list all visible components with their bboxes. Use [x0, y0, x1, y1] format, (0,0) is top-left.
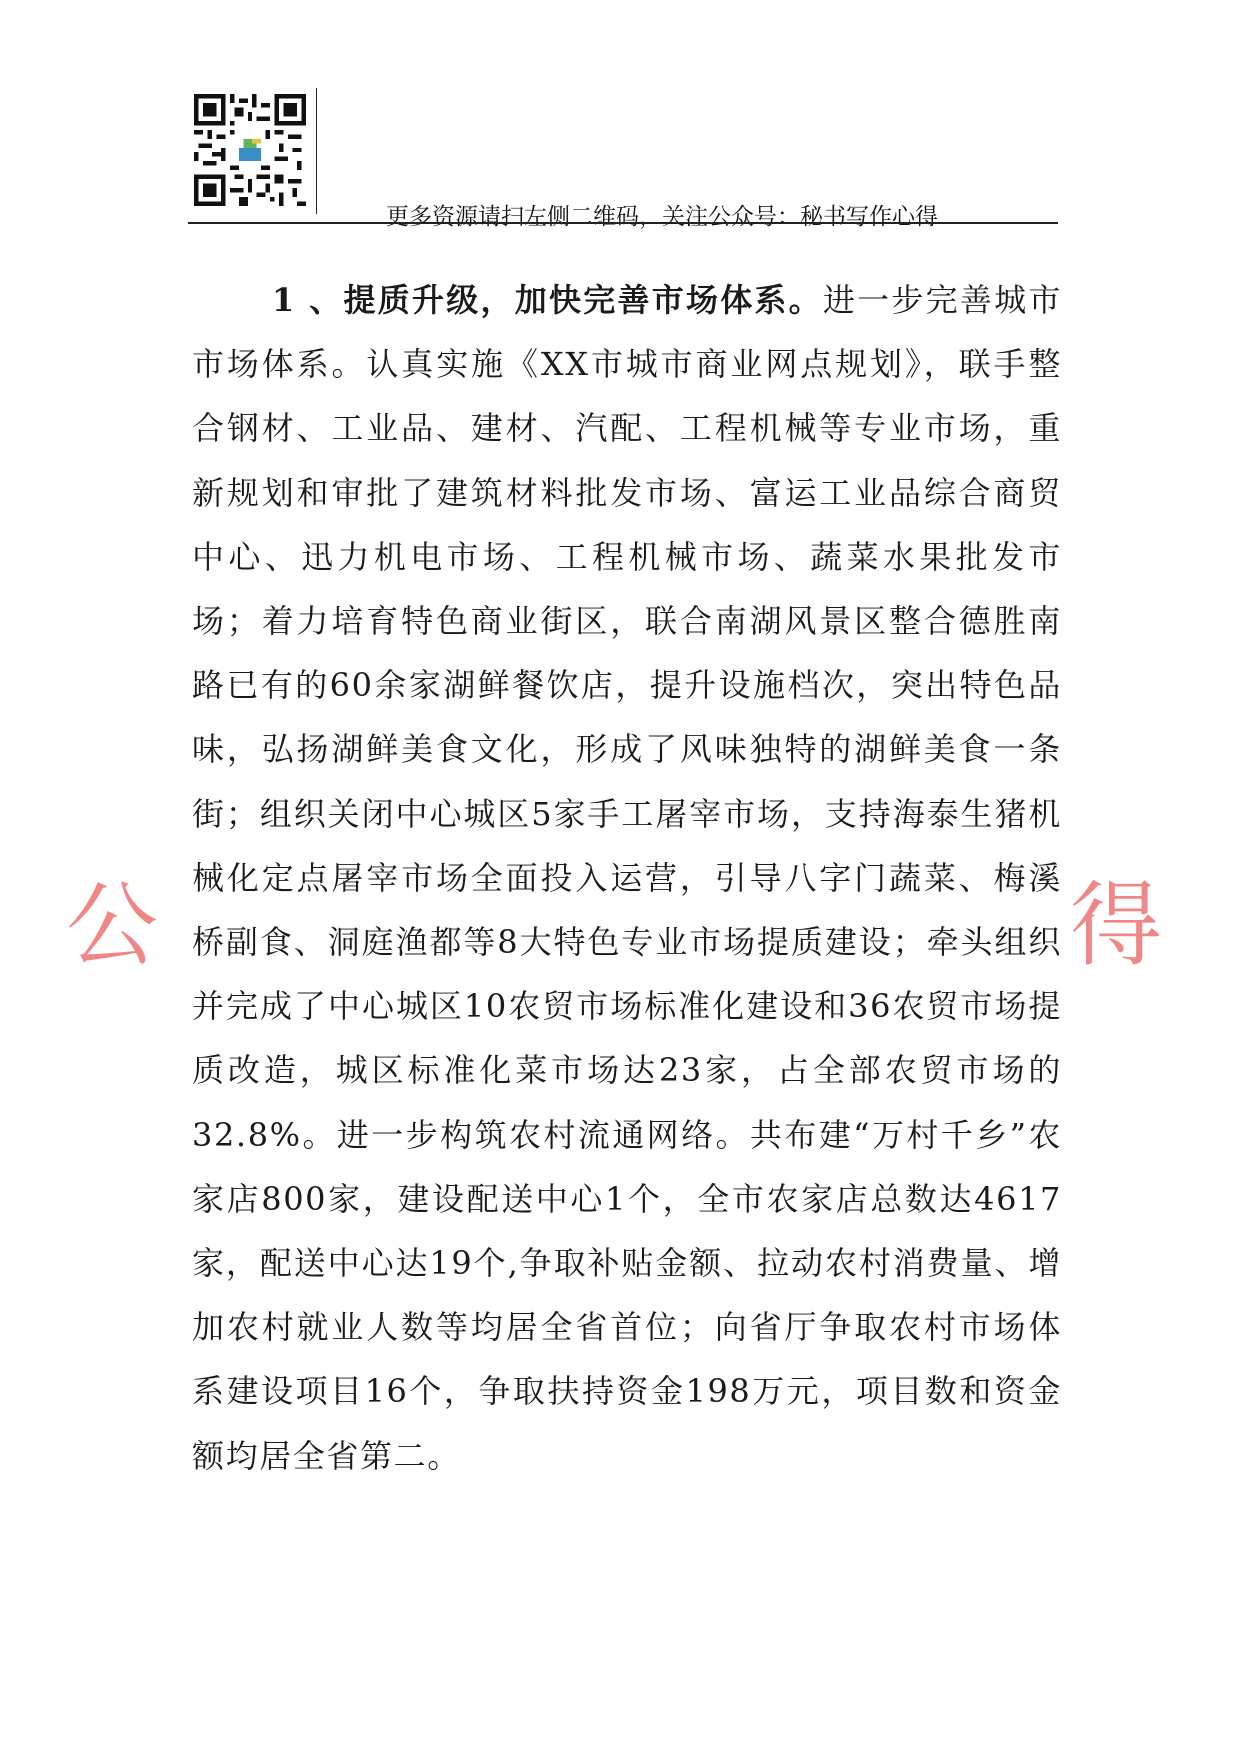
- header-rule: [188, 222, 1058, 224]
- paragraph-body: 进一步完善城市市场体系。认真实施《XX市城市商业网点规划》，联手整合钢材、工业品、建材、汽配、工程机械等专业市场，重新规划和审批了建筑材料批发市场、富运工业品综合商贸中心、迅力机电市场、工程机械市场、蔬菜水果批发市场；着力培育特色商业街区，联合南湖风景区整合德胜南路已有的60余家湖鲜餐饮店，提升设施档次，突出特色品味，弘扬湖鲜美食文化，形成了风味独特的湖鲜美食一条街；组织关闭中心城区5家手工屠宰市场，支持海泰生猪机械化定点屠宰市场全面投入运营，引导八字门蔬菜、梅溪桥副食、洞庭渔都等8大特色专业市场提质建设；牵头组织并完成了中心城区10农贸市场标准化建设和36农贸市场提质改造，城区标准化菜市场达23家，占全部农贸市场的32.8%。进一步构筑农村流通网络。共布建“万村千乡”农家店800家，建设配送中心1个，全市农家店总数达4617家，配送中心达19个,争取补贴金额、拉动农村消费量、增加农村就业人数等均居全省首位；向省厅争取农村市场体系建设项目16个，争取扶持资金198万元，项目数和资金额均居全省第二。: [192, 281, 1063, 1475]
- body-paragraph: [192, 268, 1062, 1488]
- header-divider: [316, 88, 317, 214]
- header-note: 更多资源请扫左侧二维码，关注公众号：秘书写作心得: [386, 204, 938, 230]
- page-header: [188, 88, 1058, 230]
- paragraph-lead: 1 、提质升级，加快完善市场体系。: [272, 281, 823, 319]
- watermark-left: 公: [66, 872, 159, 979]
- watermark-right: 得: [1070, 872, 1163, 979]
- qr-code-icon: [194, 94, 306, 206]
